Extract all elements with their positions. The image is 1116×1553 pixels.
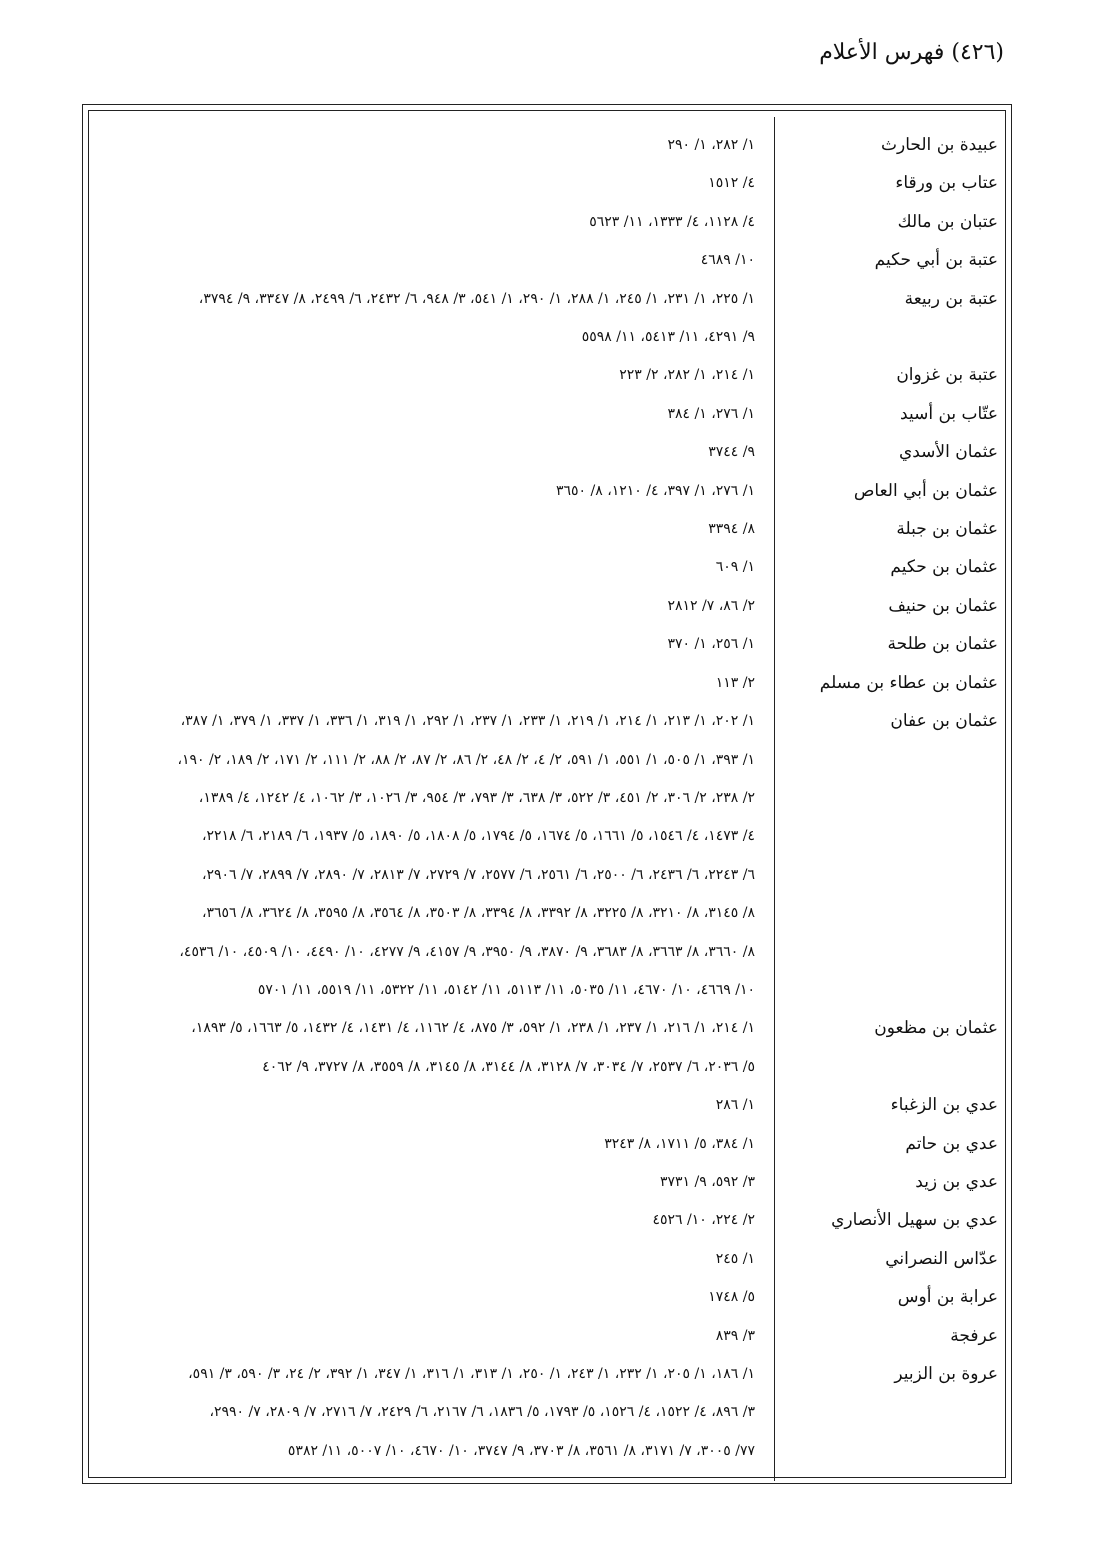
- index-entry: [100, 1086, 998, 1124]
- index-entry: [100, 164, 998, 202]
- reference-line: ١/ ٢٥٦، ١/ ٣٧٠: [667, 636, 755, 653]
- reference-line: ١/ ٣٨٤، ٥/ ١٧١١، ٨/ ٣٢٤٣: [604, 1135, 755, 1152]
- reference-line: ١/ ٢٨٦: [715, 1097, 755, 1114]
- entry-references: [100, 203, 783, 241]
- entry-name: عثمان بن عفان: [890, 711, 998, 732]
- index-entry: [100, 356, 998, 394]
- reference-line: ١/ ٦٠٩: [715, 559, 755, 576]
- reference-line: ١٠/ ٤٦٦٩، ١٠/ ٤٦٧٠، ١١/ ٥٠٣٥، ١١/ ٥١١٣، ١١/ ٥١٤٢، ١١/ ٥٣٢٢، ١١/ ٥٥١٩، ١١/ ٥٧٠١: [257, 981, 755, 998]
- reference-line: ٥/ ١٧٤٨: [708, 1289, 755, 1306]
- entry-name: عثمان بن حكيم: [890, 557, 998, 578]
- entry-name: عتبة بن ربيعة: [904, 288, 998, 309]
- entry-references: [100, 548, 783, 586]
- reference-line: ١/ ٢٢٥، ١/ ٢٣١، ١/ ٢٤٥، ١/ ٢٨٨، ١/ ٢٩٠، ١/ ٥٤١، ٣/ ٩٤٨، ٦/ ٢٤٣٢، ٦/ ٢٤٩٩، ٨/ ٣٣٤٧، ٩/ ٣٧٩٤،: [198, 290, 755, 307]
- reference-line: ٣/ ٨٣٩: [715, 1327, 755, 1344]
- index-entry: [100, 472, 998, 510]
- entry-name: عثمان بن حنيف: [888, 595, 998, 616]
- reference-line: ٢/ ٢٣٨، ٢/ ٣٠٦، ٢/ ٤٥١، ٣/ ٥٢٢، ٣/ ٦٣٨، ٣/ ٧٩٣، ٣/ ٩٥٤، ٣/ ١٠٢٦، ٣/ ١٠٦٢، ٤/ ١٢٤٢، ٤/ ١٣٨٩،: [198, 789, 755, 806]
- entry-references: [100, 587, 783, 625]
- index-entry: [100, 241, 998, 279]
- entry-references: [100, 702, 783, 1009]
- entry-references: [100, 472, 783, 510]
- index-entry: [100, 510, 998, 548]
- entry-references: [100, 1240, 783, 1278]
- entry-name: عدّاس النصراني: [885, 1248, 998, 1269]
- index-entry: [100, 702, 998, 1009]
- index-entry: [100, 1009, 998, 1086]
- reference-line: ١/ ٢٧٦، ١/ ٣٩٧، ٤/ ١٢١٠، ٨/ ٣٦٥٠: [556, 482, 755, 499]
- index-entry: [100, 126, 998, 164]
- reference-line: ١/ ٢٨٢، ١/ ٢٩٠: [667, 137, 755, 153]
- entry-name: عتبة بن غزوان: [896, 365, 998, 386]
- reference-line: ٧٧/ ٣٠٠٥، ٧/ ٣١٧١، ٨/ ٣٥٦١، ٨/ ٣٧٠٣، ٩/ ٣٧٤٧، ١٠/ ٤٦٧٠، ١٠/ ٥٠٠٧، ١١/ ٥٣٨٢: [287, 1442, 755, 1459]
- index-entry: [100, 433, 998, 471]
- reference-line: ١/ ٢٠٢، ١/ ٢١٣، ١/ ٢١٤، ١/ ٢١٩، ١/ ٢٣٣، ١/ ٢٣٧، ١/ ٢٩٢، ١/ ٣١٩، ١/ ٣٣٦، ١/ ٣٣٧، ١/ ٣٧٩، ١/ ٣٨٧،: [180, 713, 755, 730]
- entry-name: عتاب بن ورقاء: [895, 173, 998, 194]
- entry-name: عثمان بن جبلة: [896, 519, 998, 540]
- index-entry: [100, 203, 998, 241]
- index-entry: [100, 1201, 998, 1239]
- index-entry: [100, 548, 998, 586]
- reference-line: ٤/ ١١٢٨، ٤/ ١٣٣٣، ١١/ ٥٦٢٣: [589, 213, 755, 230]
- entry-references: [100, 625, 783, 663]
- entry-references: [100, 241, 783, 279]
- index-entry: [100, 1125, 998, 1163]
- index-entry: [100, 1278, 998, 1316]
- index-entry: [100, 664, 998, 702]
- entry-name: عبيدة بن الحارث: [881, 135, 998, 155]
- entry-references: [100, 356, 783, 394]
- entry-name: عدي بن الزغباء: [890, 1095, 998, 1116]
- entry-name: عتّاب بن أسيد: [900, 403, 998, 424]
- entry-name: عثمان بن أبي العاص: [853, 480, 998, 501]
- page-header: (٤٢٦) فهرس الأعلام: [819, 40, 1004, 65]
- entry-name: عثمان بن طلحة: [887, 634, 998, 655]
- reference-line: ١/ ٢٤٥: [715, 1250, 755, 1267]
- entry-references: [100, 126, 783, 164]
- entry-name: عتبة بن أبي حكيم: [874, 250, 998, 271]
- entry-name: عدي بن حاتم: [905, 1133, 998, 1154]
- entry-references: [100, 1125, 783, 1163]
- reference-line: ٣/ ٥٩٢، ٩/ ٣٧٣١: [659, 1173, 755, 1190]
- entry-references: [100, 395, 783, 433]
- entry-references: [100, 1009, 783, 1086]
- entry-references: [100, 664, 783, 702]
- index-entry: [100, 280, 998, 357]
- reference-line: ١/ ١٨٦، ١/ ٢٠٥، ١/ ٢٣٢، ١/ ٢٤٣، ١/ ٢٥٠، ١/ ٣١٣، ١/ ٣١٦، ١/ ٣٤٧، ١/ ٣٩٢، ٢/ ٢٤، ٣/ ٥٩٠، ٣/ ٥٩١،: [188, 1366, 755, 1382]
- reference-line: ٩/ ٣٧٤٤: [708, 444, 755, 461]
- entry-name: عروة بن الزبير: [894, 1364, 998, 1384]
- index-entry: [100, 1355, 998, 1470]
- index-entry: [100, 587, 998, 625]
- reference-line: ١/ ٢٧٦، ١/ ٣٨٤: [667, 405, 755, 422]
- entry-name: عثمان بن عطاء بن مسلم: [819, 672, 998, 693]
- reference-line: ٩/ ٤٢٩١، ١١/ ٥٤١٣، ١١/ ٥٥٩٨: [581, 329, 755, 346]
- reference-line: ١/ ٣٩٣، ١/ ٥٠٥، ١/ ٥٥١، ١/ ٥٩١، ٢/ ٤، ٢/ ٤٨، ٢/ ٨٦، ٢/ ٨٧، ٢/ ٨٨، ٢/ ١١١، ٢/ ١٧١، ٢/ ١٨٩، ٢/ ١٩٠،: [177, 751, 755, 768]
- entry-name: عثمان الأسدي: [898, 442, 998, 463]
- index-entry: [100, 1163, 998, 1201]
- index-entry: [100, 1240, 998, 1278]
- entry-references: [100, 1278, 783, 1316]
- index-entries: [100, 126, 998, 1470]
- reference-line: ٢/ ١١٣: [715, 674, 755, 691]
- entry-references: [100, 280, 783, 357]
- index-entry: [100, 395, 998, 433]
- entry-references: [100, 510, 783, 548]
- entry-name: عرابة بن أوس: [897, 1287, 998, 1308]
- entry-references: [100, 1163, 783, 1201]
- reference-line: ٢/ ٢٢٤، ١٠/ ٤٥٢٦: [652, 1212, 755, 1229]
- reference-line: ٨/ ٣١٤٥، ٨/ ٣٢١٠، ٨/ ٣٢٢٥، ٨/ ٣٣٩٢، ٨/ ٣٣٩٤، ٨/ ٣٥٠٣، ٨/ ٣٥٦٤، ٨/ ٣٥٩٥، ٨/ ٣٦٢٤، ٨/ ٣٦٥٦،: [201, 905, 755, 922]
- entry-references: [100, 164, 783, 202]
- entry-name: عرفجة: [950, 1325, 998, 1346]
- reference-line: ٥/ ٢٠٣٦، ٦/ ٢٥٣٧، ٧/ ٣٠٣٤، ٧/ ٣١٢٨، ٨/ ٣١٤٤، ٨/ ٣١٤٥، ٨/ ٣٥٥٩، ٨/ ٣٧٢٧، ٩/ ٤٠٦٢: [262, 1058, 755, 1075]
- reference-line: ١٠/ ٤٦٨٩: [700, 252, 755, 269]
- index-entry: [100, 1317, 998, 1355]
- entry-name: عثمان بن مظعون: [874, 1018, 998, 1039]
- reference-line: ٤/ ١٤٧٣، ٤/ ١٥٤٦، ٥/ ١٦٦١، ٥/ ١٦٧٤، ٥/ ١٧٩٤، ٥/ ١٨٠٨، ٥/ ١٨٩٠، ٥/ ١٩٣٧، ٦/ ٢١٨٩، ٦/ ٢٢١٨،: [201, 828, 755, 845]
- entry-name: عدي بن زيد: [915, 1171, 998, 1192]
- reference-line: ٤/ ١٥١٢: [708, 175, 755, 192]
- reference-line: ٦/ ٢٢٤٣، ٦/ ٢٤٣٦، ٦/ ٢٥٠٠، ٦/ ٢٥٦١، ٦/ ٢٥٧٧، ٧/ ٢٧٢٩، ٧/ ٢٨١٣، ٧/ ٢٨٩٠، ٧/ ٢٨٩٩، ٧/ ٢٩٠٦،: [201, 866, 755, 883]
- reference-line: ٣/ ٨٩٦، ٤/ ١٥٢٢، ٤/ ١٥٢٦، ٥/ ١٧٩٣، ٥/ ١٨٣٦، ٦/ ٢١٦٧، ٦/ ٢٤٢٩، ٧/ ٢٧١٦، ٧/ ٢٨٠٩، ٧/ ٢٩٩٠،: [209, 1404, 755, 1421]
- entry-references: [100, 1201, 783, 1239]
- entry-references: [100, 433, 783, 471]
- reference-line: ٨/ ٣٦٦٠، ٨/ ٣٦٦٣، ٨/ ٣٦٨٣، ٩/ ٣٨٧٠، ٩/ ٣٩٥٠، ٩/ ٤١٥٧، ٩/ ٤٢٧٧، ١٠/ ٤٤٩٠، ١٠/ ٤٥٠٩، ١٠/ ٤٥٣٦،: [179, 943, 755, 960]
- index-entry: [100, 625, 998, 663]
- entry-name: عتبان بن مالك: [897, 211, 998, 232]
- reference-line: ٨/ ٣٣٩٤: [708, 521, 755, 538]
- reference-line: ١/ ٢١٤، ١/ ٢١٦، ١/ ٢٣٧، ١/ ٢٣٨، ١/ ٥٩٢، ٣/ ٨٧٥، ٤/ ١١٦٢، ٤/ ١٤٣١، ٤/ ١٤٣٢، ٥/ ١٦٦٣، ٥/ ١٨٩٣،: [191, 1020, 755, 1037]
- entry-name: عدي بن سهيل الأنصاري: [831, 1210, 998, 1231]
- reference-line: ١/ ٢١٤، ١/ ٢٨٢، ٢/ ٢٢٣: [619, 367, 755, 384]
- entry-references: [100, 1317, 783, 1355]
- entry-references: [100, 1355, 783, 1470]
- entry-references: [100, 1086, 783, 1124]
- reference-line: ٢/ ٨٦، ٧/ ٢٨١٢: [667, 597, 755, 614]
